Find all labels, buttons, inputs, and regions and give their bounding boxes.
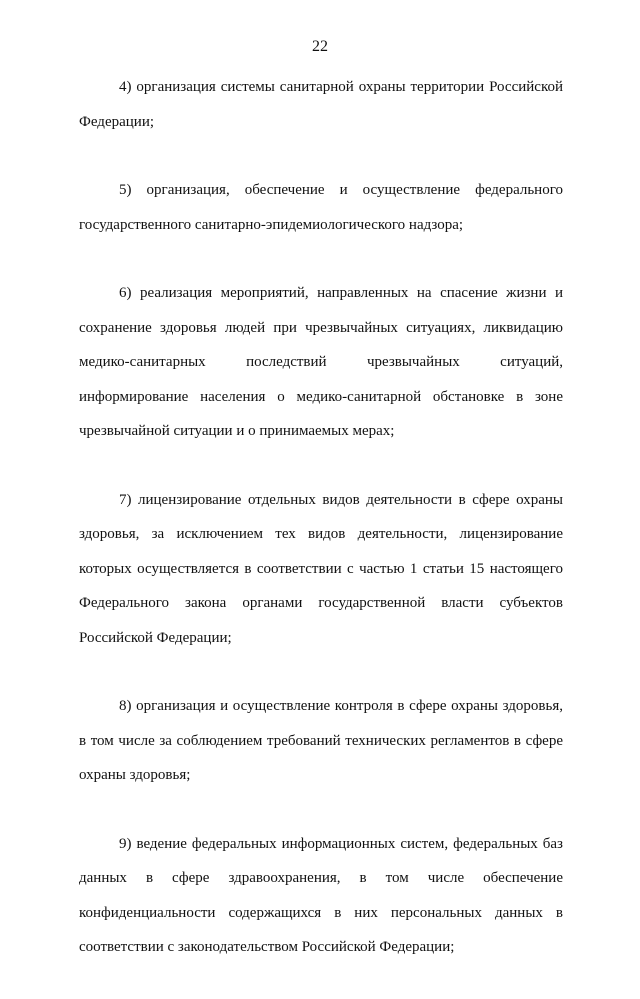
paragraph-line: соответствии с законодательством Российской Федерации; — [79, 939, 455, 955]
paragraph-line: сохранение здоровья людей при чрезвычайных ситуациях, ликвидацию — [79, 319, 563, 336]
paragraph-line: чрезвычайной ситуации и о принимаемых мерах; — [79, 423, 395, 439]
paragraph-line: медико-санитарных последствий чрезвычайных ситуаций, — [79, 354, 563, 370]
paragraph — [79, 276, 563, 449]
page-number: 22 — [312, 38, 328, 55]
paragraph-line: государственного санитарно-эпидемиологического надзора; — [79, 216, 464, 233]
document-body — [79, 70, 563, 999]
paragraph-line: Федерального закона органами государственной власти субъектов — [79, 595, 563, 611]
paragraph — [79, 173, 563, 242]
paragraph-line: 6) реализация мероприятий, направленных на спасение жизни и — [119, 285, 563, 301]
paragraph — [79, 483, 563, 656]
paragraph-line: здоровья, за исключением тех видов деятельности, лицензирование — [79, 526, 563, 542]
paragraph — [79, 827, 563, 965]
paragraph-line: 7) лицензирование отдельных видов деятельности в сфере охраны — [119, 491, 563, 508]
paragraph-line: в том числе за соблюдением требований технических регламентов в сфере — [79, 732, 563, 749]
paragraph-line: информирование населения о медико-санитарной обстановке в зоне — [79, 388, 563, 405]
paragraph — [79, 70, 563, 139]
paragraph-line: которых осуществляется в соответствии с частью 1 статьи 15 настоящего — [79, 560, 563, 577]
paragraph-line: 4) организация системы санитарной охраны территории Российской — [119, 79, 563, 95]
paragraph-line: конфиденциальности содержащихся в них персональных данных в — [79, 904, 563, 921]
paragraph-line: данных в сфере здравоохранения, в том числе обеспечение — [79, 870, 563, 886]
paragraph-line: 8) организация и осуществление контроля в сфере охраны здоровья, — [119, 698, 563, 714]
paragraph-line: Федерации; — [79, 113, 155, 130]
paragraph-line: Российской Федерации; — [79, 629, 232, 646]
paragraph — [79, 689, 563, 793]
paragraph-line: 9) ведение федеральных информационных систем, федеральных баз — [119, 835, 563, 852]
paragraph-line: 5) организация, обеспечение и осуществление федерального — [119, 182, 563, 198]
paragraph-line: охраны здоровья; — [79, 767, 191, 783]
